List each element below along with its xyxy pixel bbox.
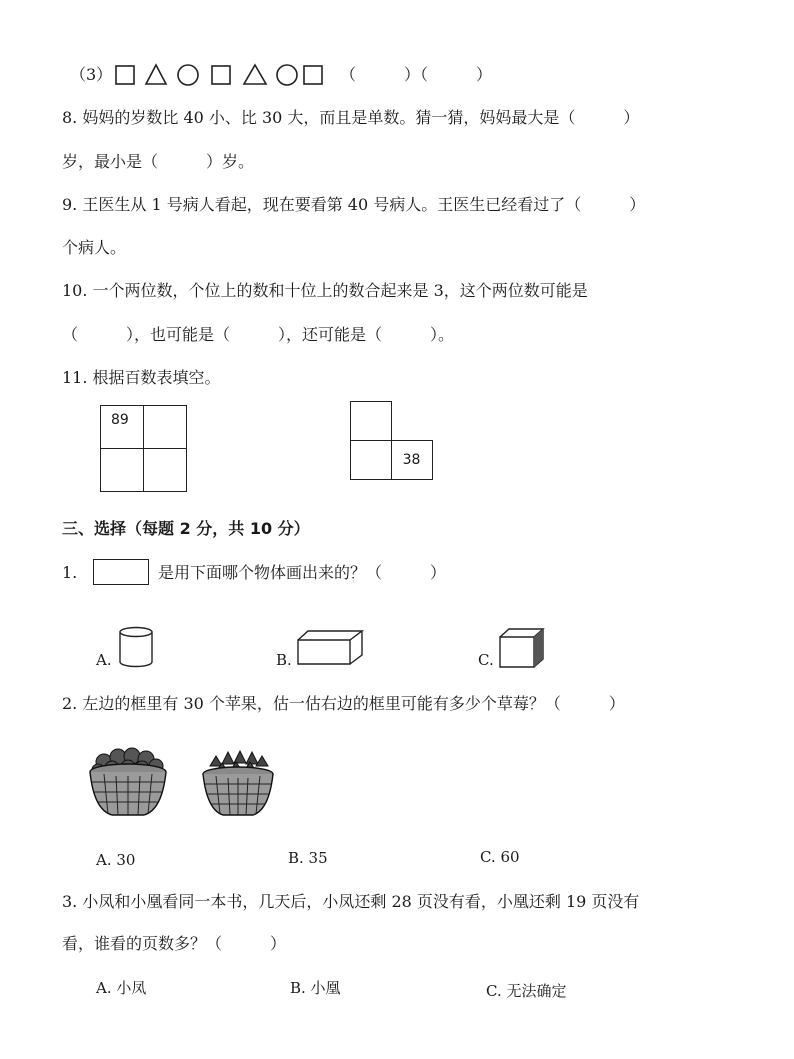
square-icon [304,66,322,84]
apple-basket-icon [84,740,172,820]
q11-title: 11. 根据百数表填空。 [62,368,221,387]
circle-icon [178,65,198,85]
grid1-cell-blank [143,405,187,449]
c2-option-c: C. 60 [480,848,520,866]
square-icon [116,66,134,84]
grid1-cell-blank [143,448,187,492]
c1-option-b: B. [276,651,292,669]
c3-option-c: C. 无法确定 [486,982,567,1000]
triangle-icon [146,65,166,84]
cube-icon [497,627,547,671]
grid2-cell-blank [350,401,392,441]
c2-text: 2. 左边的框里有 30 个苹果，估一估右边的框里可能有多少个草莓？（ ） [62,694,625,713]
q8-line1: 8. 妈妈的岁数比 40 小、比 30 大，而且是单数。猜一猜，妈妈最大是（ ） [62,108,640,127]
c3-line1: 3. 小凤和小凰看同一本书，几天后，小凤还剩 28 页没有看，小凰还剩 19 页没有 [62,892,640,911]
rectangle-icon [93,559,149,585]
c3-option-a: A. 小凤 [96,979,147,997]
section3-title: 三、选择（每题 2 分，共 10 分） [62,519,310,538]
sequence-label: （3） [70,65,113,84]
c1-option-c: C. [478,651,494,669]
c1-text: 是用下面哪个物体画出来的？（ ） [158,563,447,582]
strawberry-basket-icon [198,744,278,820]
triangle-icon [244,65,266,84]
q9-line2: 个病人。 [62,238,127,257]
grid2-cell-blank [350,440,392,480]
grid1-cell-value: 89 [100,405,144,449]
q8-line2: 岁，最小是（ ）岁。 [62,152,255,171]
grid2-cell-value: 38 [391,440,433,480]
c3-option-b: B. 小凰 [290,979,341,997]
q10-line2: （ ），也可能是（ ），还可能是（ ）。 [62,325,455,344]
shape-sequence [114,63,324,89]
c3-line2: 看，谁看的页数多？（ ） [62,934,287,953]
c1-number: 1. [62,563,78,582]
c1-option-a: A. [96,651,112,669]
c2-option-a: A. 30 [96,851,136,869]
grid1-cell-blank [100,448,144,492]
sequence-blanks: （ ）（ ） [340,65,493,84]
cylinder-icon [117,626,157,670]
square-icon [212,66,230,84]
c2-option-b: B. 35 [288,849,328,867]
cuboid-icon [295,628,367,668]
q10-line1: 10. 一个两位数，个位上的数和十位上的数合起来是 3，这个两位数可能是 [62,281,588,300]
q9-line1: 9. 王医生从 1 号病人看起，现在要看第 40 号病人。王医生已经看过了（ ） [62,195,646,214]
circle-icon [277,65,297,85]
